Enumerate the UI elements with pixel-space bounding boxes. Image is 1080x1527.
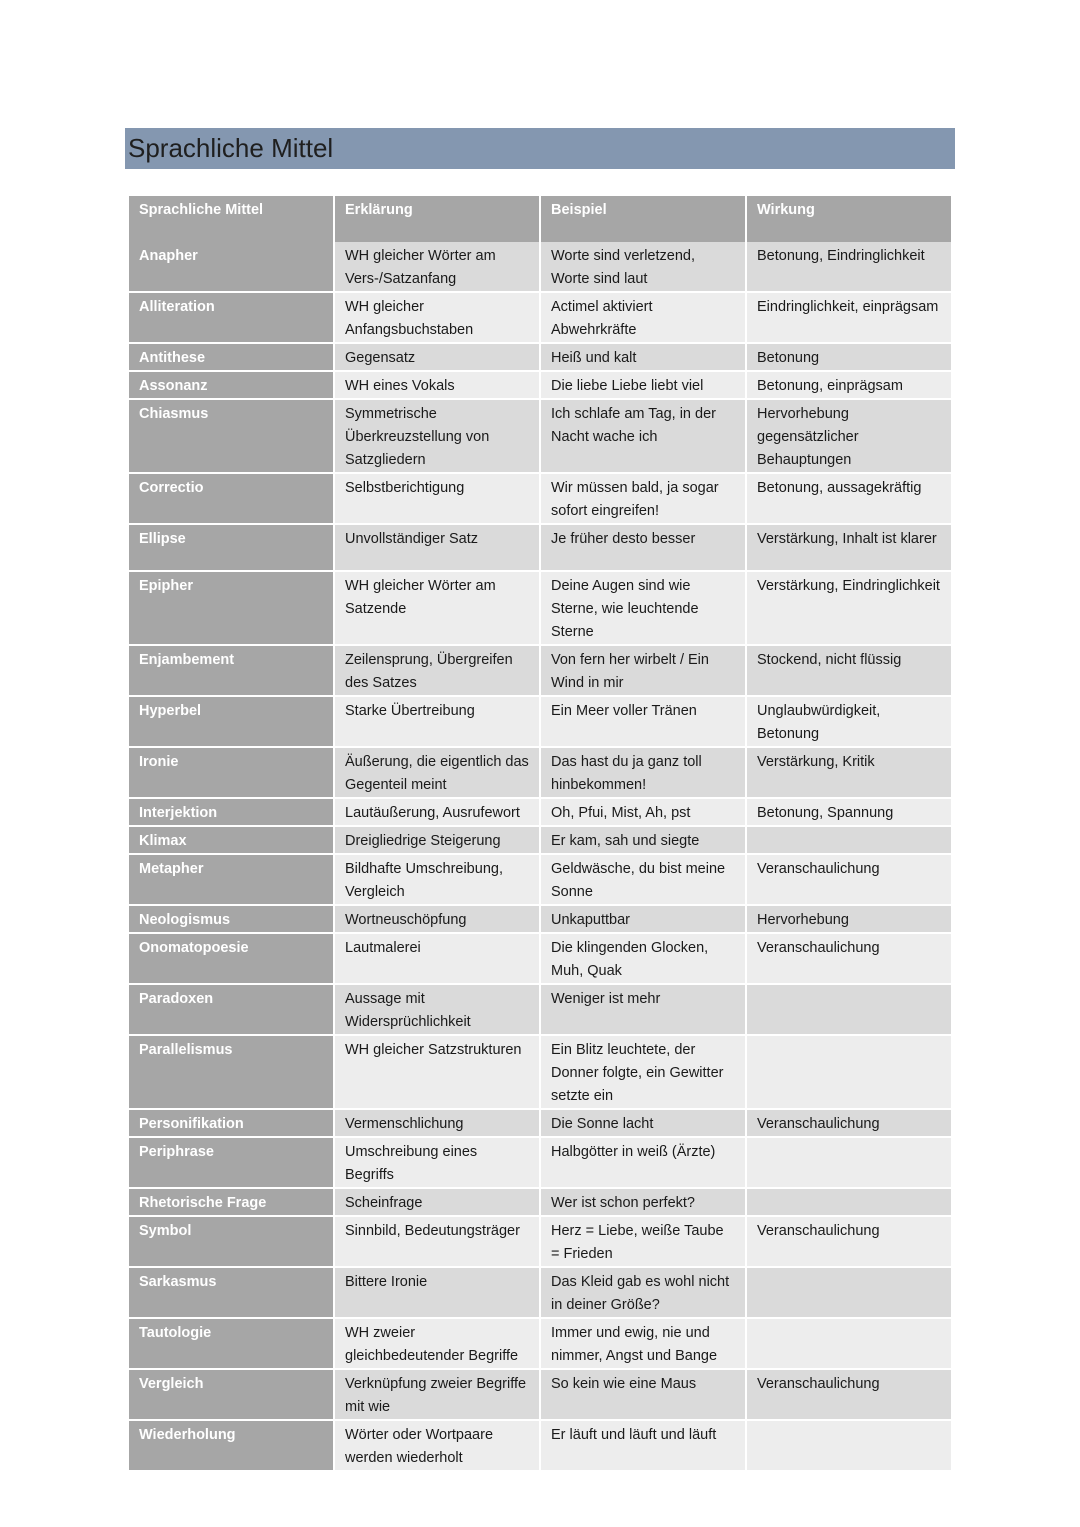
beispiel-cell: Oh, Pfui, Mist, Ah, pst [540, 798, 746, 826]
erklaerung-cell: WH gleicher Anfangsbuchstaben [334, 292, 540, 343]
beispiel-cell: Wir müssen bald, ja sogar sofort eingreifen! [540, 473, 746, 524]
term-cell: Rhetorische Frage [129, 1188, 334, 1216]
term-cell: Wiederholung [129, 1420, 334, 1471]
beispiel-cell: Er läuft und läuft und läuft [540, 1420, 746, 1471]
beispiel-cell: Herz = Liebe, weiße Taube = Frieden [540, 1216, 746, 1267]
term-cell: Assonanz [129, 371, 334, 399]
wirkung-cell: Verstärkung, Eindringlichkeit [746, 571, 951, 645]
erklaerung-cell: WH gleicher Wörter am Satzende [334, 571, 540, 645]
wirkung-cell: Veranschaulichung [746, 1216, 951, 1267]
wirkung-cell: Verstärkung, Kritik [746, 747, 951, 798]
table-row [129, 747, 951, 798]
page-title: Sprachliche Mittel [128, 133, 334, 163]
erklaerung-cell: Aussage mit Widersprüchlichkeit [334, 984, 540, 1035]
table-row [129, 1369, 951, 1420]
wirkung-cell: Betonung, einprägsam [746, 371, 951, 399]
header-beispiel: Beispiel [540, 196, 746, 242]
table-row [129, 371, 951, 399]
beispiel-cell: Ein Meer voller Tränen [540, 696, 746, 747]
term-cell: Enjambement [129, 645, 334, 696]
table-header [129, 196, 951, 242]
table-row [129, 984, 951, 1035]
term-cell: Neologismus [129, 905, 334, 933]
table-row [129, 696, 951, 747]
table-row [129, 826, 951, 854]
term-cell: Ironie [129, 747, 334, 798]
term-cell: Sarkasmus [129, 1267, 334, 1318]
wirkung-cell: Stockend, nicht flüssig [746, 645, 951, 696]
erklaerung-cell: Vermenschlichung [334, 1109, 540, 1137]
beispiel-cell: Er kam, sah und siegte [540, 826, 746, 854]
table-row [129, 1318, 951, 1369]
table-row [129, 292, 951, 343]
table-row [129, 905, 951, 933]
erklaerung-cell: WH zweier gleichbedeutender Begriffe [334, 1318, 540, 1369]
wirkung-cell [746, 1420, 951, 1471]
beispiel-cell: Das Kleid gab es wohl nicht in deiner Größe? [540, 1267, 746, 1318]
beispiel-cell: Die liebe Liebe liebt viel [540, 371, 746, 399]
term-cell: Tautologie [129, 1318, 334, 1369]
term-cell: Symbol [129, 1216, 334, 1267]
erklaerung-cell: WH gleicher Satzstrukturen [334, 1035, 540, 1109]
wirkung-cell: Betonung, aussagekräftig [746, 473, 951, 524]
header-term: Sprachliche Mittel [129, 196, 334, 242]
erklaerung-cell: Dreigliedrige Steigerung [334, 826, 540, 854]
wirkung-cell: Veranschaulichung [746, 854, 951, 905]
beispiel-cell: Ein Blitz leuchtete, der Donner folgte, ein Gewitter setzte ein [540, 1035, 746, 1109]
beispiel-cell: Heiß und kalt [540, 343, 746, 371]
erklaerung-cell: Bittere Ironie [334, 1267, 540, 1318]
wirkung-cell: Betonung [746, 343, 951, 371]
table-row [129, 1267, 951, 1318]
term-cell: Klimax [129, 826, 334, 854]
header-row [129, 196, 951, 242]
wirkung-cell: Betonung, Spannung [746, 798, 951, 826]
term-cell: Antithese [129, 343, 334, 371]
erklaerung-cell: Bildhafte Umschreibung, Vergleich [334, 854, 540, 905]
term-cell: Chiasmus [129, 399, 334, 473]
wirkung-cell [746, 1035, 951, 1109]
table-row [129, 1420, 951, 1471]
term-cell: Parallelismus [129, 1035, 334, 1109]
wirkung-cell: Veranschaulichung [746, 933, 951, 984]
erklaerung-cell: Unvollständiger Satz [334, 524, 540, 571]
wirkung-cell [746, 1318, 951, 1369]
table-row [129, 242, 951, 292]
table-row [129, 343, 951, 371]
beispiel-cell: Die Sonne lacht [540, 1109, 746, 1137]
beispiel-cell: Ich schlafe am Tag, in der Nacht wache ich [540, 399, 746, 473]
beispiel-cell: Deine Augen sind wie Sterne, wie leuchtende Sterne [540, 571, 746, 645]
erklaerung-cell: WH eines Vokals [334, 371, 540, 399]
erklaerung-cell: Starke Übertreibung [334, 696, 540, 747]
erklaerung-cell: Wörter oder Wortpaare werden wiederholt [334, 1420, 540, 1471]
table-body [129, 242, 951, 1471]
beispiel-cell: Weniger ist mehr [540, 984, 746, 1035]
beispiel-cell: Die klingenden Glocken, Muh, Quak [540, 933, 746, 984]
table-row [129, 473, 951, 524]
term-cell: Correctio [129, 473, 334, 524]
beispiel-cell: Worte sind verletzend, Worte sind laut [540, 242, 746, 292]
erklaerung-cell: Scheinfrage [334, 1188, 540, 1216]
header-wirkung: Wirkung [746, 196, 951, 242]
wirkung-cell [746, 984, 951, 1035]
erklaerung-cell: Selbstberichtigung [334, 473, 540, 524]
wirkung-cell: Verstärkung, Inhalt ist klarer [746, 524, 951, 571]
term-cell: Epipher [129, 571, 334, 645]
table-row [129, 524, 951, 571]
table-container [129, 196, 951, 1472]
beispiel-cell: So kein wie eine Maus [540, 1369, 746, 1420]
table-row [129, 1188, 951, 1216]
term-cell: Ellipse [129, 524, 334, 571]
erklaerung-cell: Umschreibung eines Begriffs [334, 1137, 540, 1188]
beispiel-cell: Wer ist schon perfekt? [540, 1188, 746, 1216]
term-cell: Periphrase [129, 1137, 334, 1188]
table-row [129, 798, 951, 826]
erklaerung-cell: Symmetrische Überkreuzstellung von Satzgliedern [334, 399, 540, 473]
beispiel-cell: Immer und ewig, nie und nimmer, Angst und Bange [540, 1318, 746, 1369]
wirkung-cell: Veranschaulichung [746, 1369, 951, 1420]
table-row [129, 1109, 951, 1137]
wirkung-cell [746, 1137, 951, 1188]
table-row [129, 571, 951, 645]
beispiel-cell: Geldwäsche, du bist meine Sonne [540, 854, 746, 905]
beispiel-cell: Actimel aktiviert Abwehrkräfte [540, 292, 746, 343]
wirkung-cell: Veranschaulichung [746, 1109, 951, 1137]
header-erklaerung: Erklärung [334, 196, 540, 242]
erklaerung-cell: Lautmalerei [334, 933, 540, 984]
table-row [129, 1035, 951, 1109]
term-cell: Vergleich [129, 1369, 334, 1420]
wirkung-cell [746, 1188, 951, 1216]
wirkung-cell: Hervorhebung gegensätzlicher Behauptungen [746, 399, 951, 473]
table-row [129, 1137, 951, 1188]
wirkung-cell: Betonung, Eindringlichkeit [746, 242, 951, 292]
erklaerung-cell: Zeilensprung, Übergreifen des Satzes [334, 645, 540, 696]
wirkung-cell: Eindringlichkeit, einprägsam [746, 292, 951, 343]
erklaerung-cell: Gegensatz [334, 343, 540, 371]
title-bar [125, 128, 955, 169]
term-cell: Alliteration [129, 292, 334, 343]
beispiel-cell: Je früher desto besser [540, 524, 746, 571]
erklaerung-cell: Sinnbild, Bedeutungsträger [334, 1216, 540, 1267]
term-cell: Anapher [129, 242, 334, 292]
erklaerung-cell: Lautäußerung, Ausrufewort [334, 798, 540, 826]
wirkung-cell [746, 1267, 951, 1318]
table-row [129, 854, 951, 905]
beispiel-cell: Unkaputtbar [540, 905, 746, 933]
term-cell: Interjektion [129, 798, 334, 826]
erklaerung-cell: Verknüpfung zweier Begriffe mit wie [334, 1369, 540, 1420]
term-cell: Onomatopoesie [129, 933, 334, 984]
beispiel-cell: Von fern her wirbelt / Ein Wind in mir [540, 645, 746, 696]
wirkung-cell: Unglaubwürdigkeit, Betonung [746, 696, 951, 747]
term-cell: Paradoxen [129, 984, 334, 1035]
table-row [129, 645, 951, 696]
beispiel-cell: Halbgötter in weiß (Ärzte) [540, 1137, 746, 1188]
wirkung-cell: Hervorhebung [746, 905, 951, 933]
erklaerung-cell: Wortneuschöpfung [334, 905, 540, 933]
table-row [129, 399, 951, 473]
term-cell: Hyperbel [129, 696, 334, 747]
erklaerung-cell: WH gleicher Wörter am Vers-/Satzanfang [334, 242, 540, 292]
beispiel-cell: Das hast du ja ganz toll hinbekommen! [540, 747, 746, 798]
term-cell: Personifikation [129, 1109, 334, 1137]
wirkung-cell [746, 826, 951, 854]
table-row [129, 933, 951, 984]
stilmittel-table [129, 196, 951, 1472]
table-row [129, 1216, 951, 1267]
erklaerung-cell: Äußerung, die eigentlich das Gegenteil meint [334, 747, 540, 798]
term-cell: Metapher [129, 854, 334, 905]
